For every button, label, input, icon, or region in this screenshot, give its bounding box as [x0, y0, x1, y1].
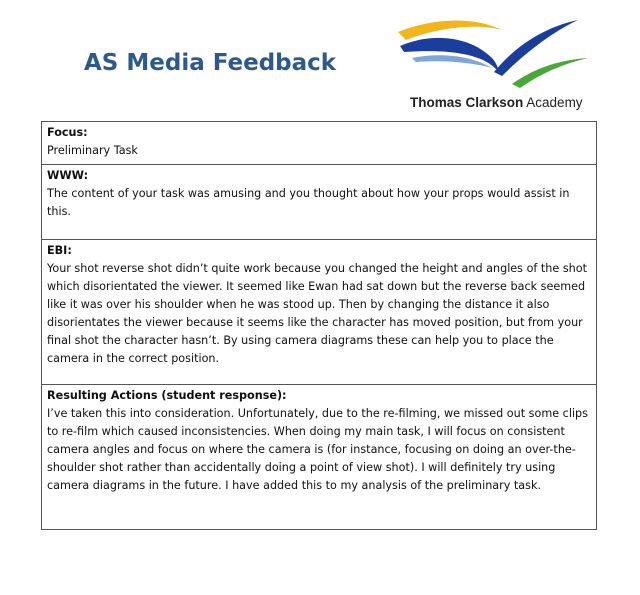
www-label: WWW:: [47, 169, 89, 182]
actions-label: Resulting Actions (student response):: [47, 389, 287, 402]
feedback-row-www: [42, 165, 597, 240]
focus-label: Focus:: [47, 126, 88, 139]
actions-text: I’ve taken this into consideration. Unfortunately, due to the re-filming, we missed out some clips to re-film which caused inconsistencies. When doing my main task, I will focus on consistent camera angles and focus on where the camera is (for instance, focusing on doing an over-the-shoulder shot rather than accidentally doing a point of view shot). I will definitely try using camera diagrams in the future. I have added this to my analysis of the preliminary task.: [47, 407, 588, 492]
feedback-row-focus: [42, 122, 597, 165]
feedback-row-ebi: [42, 240, 597, 385]
feedback-table: [41, 121, 597, 530]
www-text: The content of your task was amusing and you thought about how your props would assist in this.: [47, 187, 570, 218]
page-title: AS Media Feedback: [84, 50, 337, 76]
ebi-text: Your shot reverse shot didn’t quite work because you changed the height and angles of the shot which disorientated the viewer. It seemed like Ewan had sat down but the reverse back seemed like it was over his shoulder when he was stood up. Then by changing the distance it also disorientates the viewer because it seems like the character has moved position, but from your final shot the character hasn’t. By using camera diagrams these can help you to place the camera in the correct position.: [47, 262, 587, 365]
bird-wings-icon: [392, 14, 592, 94]
feedback-row-actions: [42, 385, 597, 530]
academy-name: Thomas Clarkson Academy: [410, 95, 583, 110]
focus-text: Preliminary Task: [47, 144, 138, 157]
academy-logo: [392, 14, 592, 114]
ebi-label: EBI:: [47, 244, 72, 257]
